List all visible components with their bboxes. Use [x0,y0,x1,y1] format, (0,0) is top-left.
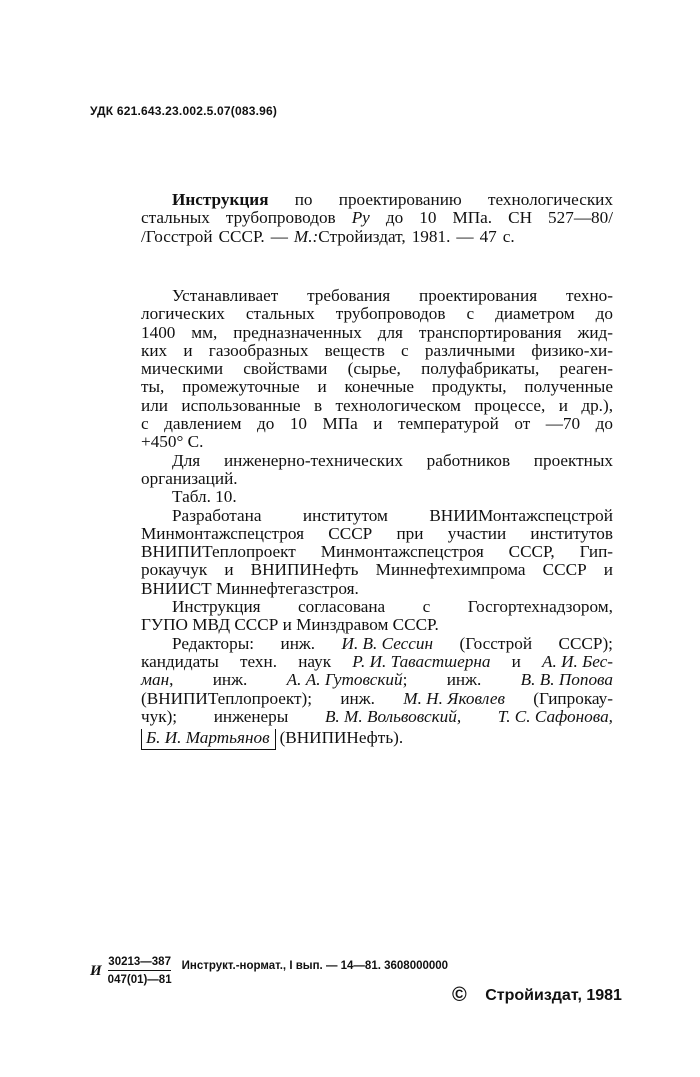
final-affiliation: (ВНИПИНефть). [279,728,404,748]
copyright [452,984,622,1007]
code-fraction: $\frac{30213—387}{047(01)—81}$ [107,956,172,986]
annotation: Устанавливает требования проектирования техно- логических стальных трубопроводов с диаметром до 1400 мм, предназначенных для транспортирования жид- ких и газообразных веществ с различными физико-хи- мическими свойствами (сырье, полуфабрикаты, реаген- ты, промежуточные и конечные продукты, полученные или использованные в технологическом процессе, и др.), с давлением до 10 МПа и температурой от —70 до +450° С. Для инженерно-технических работников проектных организаций. Табл. 10. Разработана институтом ВНИИМонтажспецстрой Минмонтажспецстроя СССР при участии институтов ВНИПИТеплопроект Минмонтажспецстроя СССР, Гип- рокаучук и ВНИПИНефть Миннефтехимпрома СССР и ВНИИСТ Миннефтегазстроя. Инструкция согласована с Госгортехнадзором, ГУПО МВД СССР и Минздравом СССР. Редакторы: инж. И. В. Сессин (Госстрой СССР); кандидаты техн. наук Р. И. Тавастшерна и А. И. Бес- ман, инж. А. А. Гутовский; инж. В. В. Попова (ВНИПИТеплопроект); инж. М. Н. Яковлев (Гипрокау- чук); инженеры В. М. Вольвовский, Т. С. Сафонова, Б. И. Мартьянов (ВНИПИНефть). [141,287,613,750]
bibliographic-citation [141,191,613,246]
code-description: Инструкт.-нормат., I вып. — 14—81. 3608000000 [181,960,449,972]
citation-title-word: Инструкция [172,190,269,209]
citation-line-2: стальных трубопроводов Pу до 10 МПа. СН 527—80/ [141,208,613,228]
boxed-editor-name: Б. И. Мартьянов [141,729,276,750]
code-prefix: И [90,962,102,979]
copyright-icon: © [452,984,467,1006]
citation-line-3: /Госстрой СССР. — М.: Стройиздат, 1981. — 47 с. [141,226,515,246]
copyright-text: Стройиздат, 1981 [485,987,622,1004]
citation-line-1: Инструкция по проектированию технологических [172,190,613,209]
publication-code [90,956,448,986]
udk-code: УДК 621.643.23.002.5.07(083.96) [90,104,278,118]
